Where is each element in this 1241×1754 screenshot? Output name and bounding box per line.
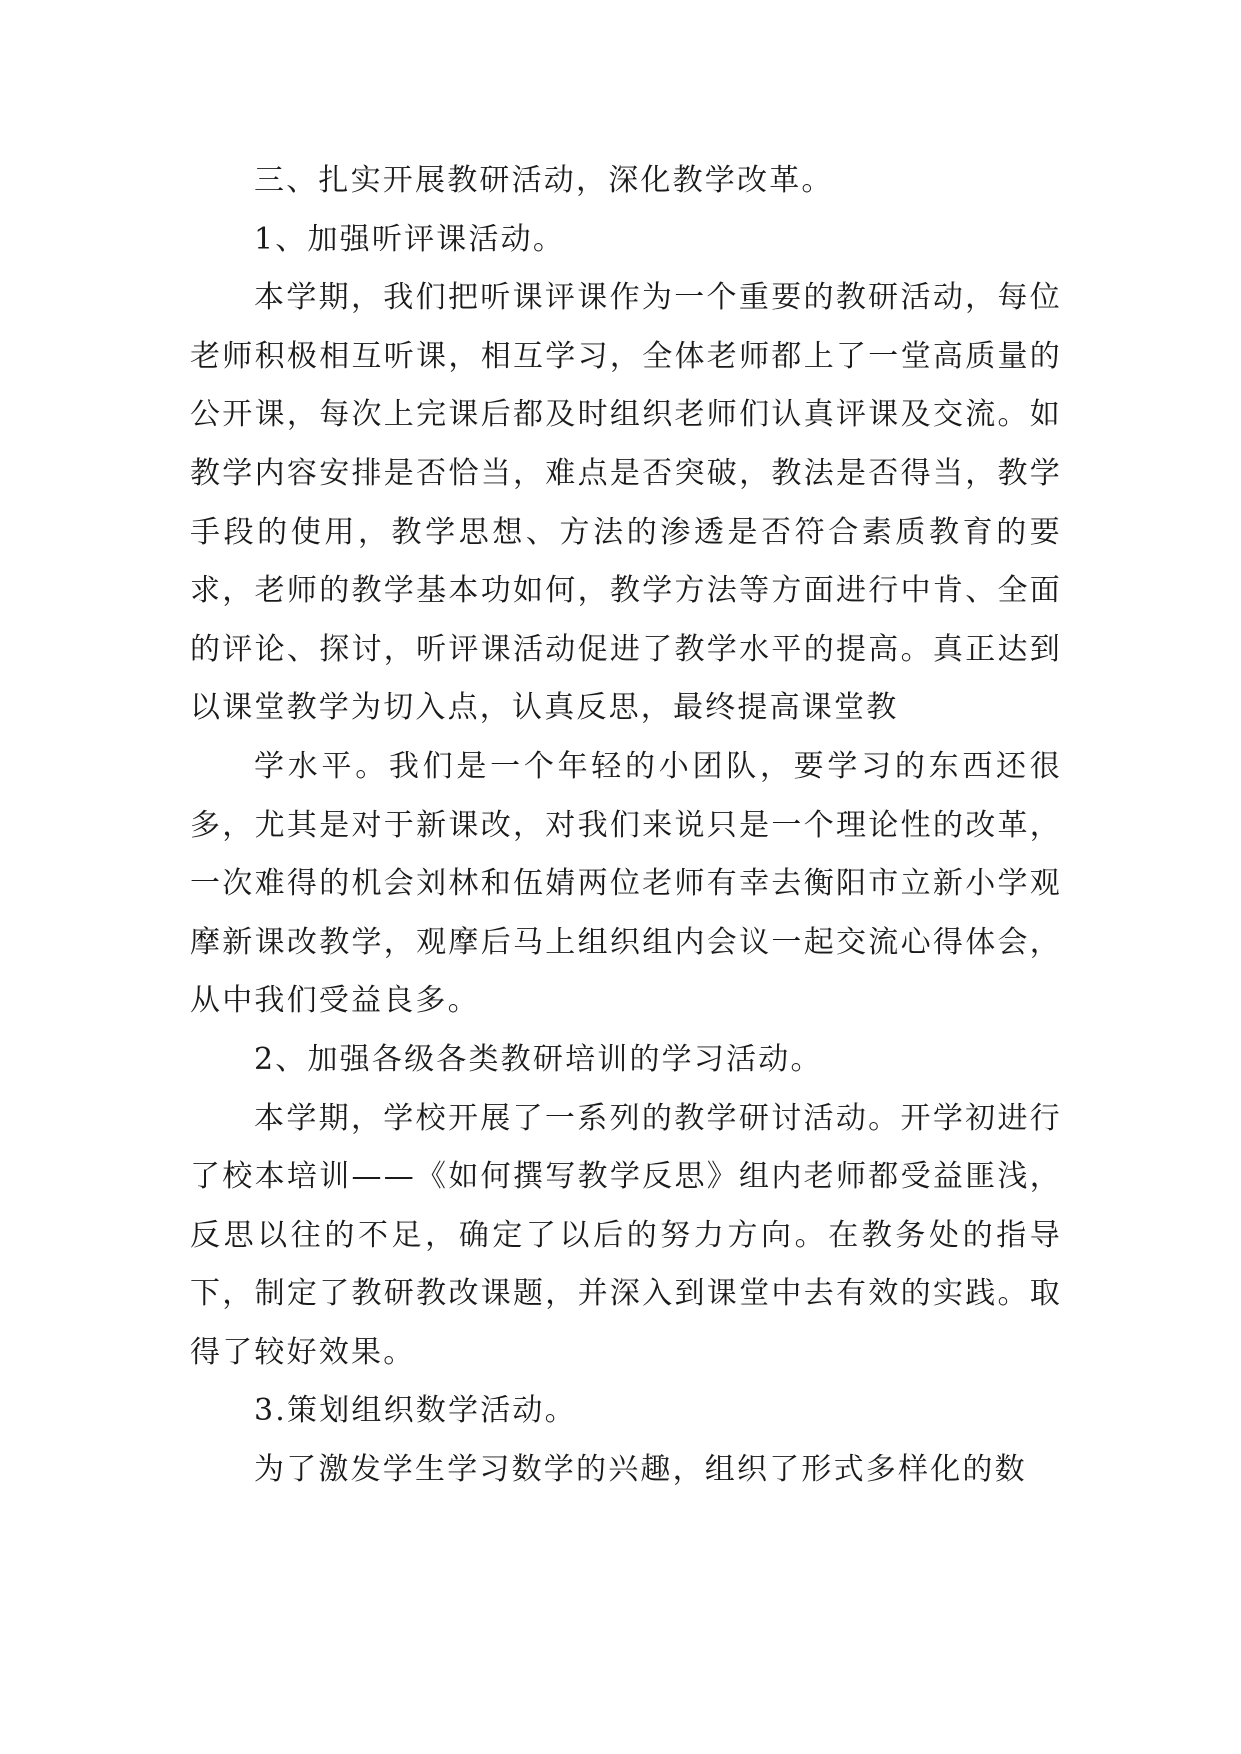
paragraph-training: 本学期，学校开展了一系列的教学研讨活动。开学初进行了校本培训——《如何撰写教学反思》组内老师都受益匪浅，反思以往的不足，确定了以后的努力方向。在教务处的指导下，制定了教研教改课题，并深入到课堂中去有效的实践。取得了较好效果。 — [190, 1100, 1062, 1370]
section-heading: 三、扎实开展教研活动，深化教学改革。 — [254, 163, 834, 198]
paragraph-math-activities: 为了激发学生学习数学的兴趣，组织了形式多样化的数 — [254, 1452, 1027, 1488]
subheading-training: 2、加强各级各类教研培训的学习活动。 — [254, 1041, 823, 1077]
subheading-math-activities: 3.策划组织数学活动。 — [254, 1393, 577, 1429]
document-page — [190, 152, 1062, 1500]
paragraph-lesson-review: 本学期，我们把听课评课作为一个重要的教研活动，每位老师积极相互听课，相互学习，全体老师都上了一堂高质量的公开课，每次上完课后都及时组织老师们认真评课及交流。如教学内容安排是否恰当，难点是否突破，教法是否得当，教学手段的使用，教学思想、方法的渗透是否符合素质教育的要求，老师的教学基本功如何，教学方法等方面进行中肯、全面的评论、探讨，听评课活动促进了教学水平的提高。真正达到以课堂教学为切入点，认真反思，最终提高课堂教 — [190, 280, 1062, 726]
subheading-lesson-review: 1、加强听评课活动。 — [254, 221, 566, 257]
paragraph-new-curriculum: 学水平。我们是一个年轻的小团队，要学习的东西还很多，尤其是对于新课改，对我们来说只是一个理论性的改革，一次难得的机会刘林和伍婧两位老师有幸去衡阳市立新小学观摩新课改教学，观摩后马上组织组内会议一起交流心得体会，从中我们受益良多。 — [190, 748, 1062, 1019]
